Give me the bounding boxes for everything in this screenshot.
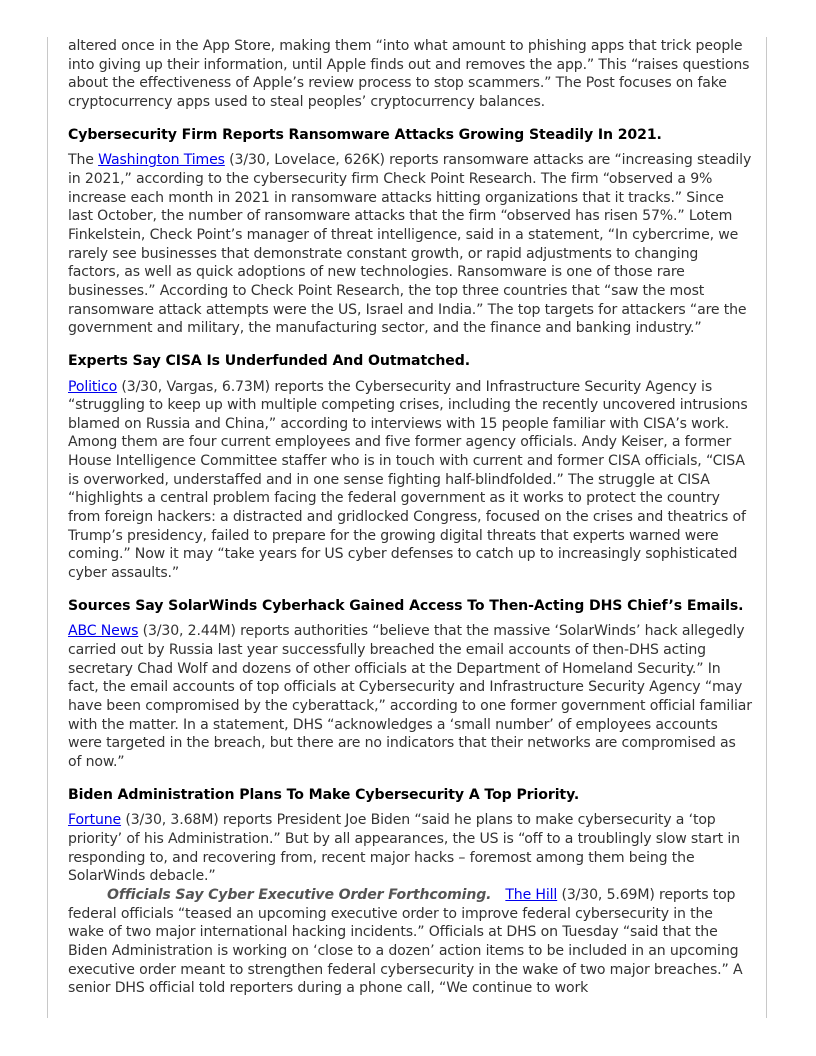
article-headline: Experts Say CISA Is Underfunded And Outmatched.: [68, 352, 470, 369]
article-text: (3/30, Vargas, 6.73M) reports the Cybersecurity and Infrastructure Security Agency is “struggling to keep up with multiple competing crises, including the recently uncovered intrusions blamed on Russia and China,” according to interviews with 15 people familiar with CISA’s work. Among them are four current employees and five former agency officials. Andy Keiser, a former House Intelligence Committee staffer who is in touch with current and former CISA officials, “CISA is overworked, understaffed and in one sense fighting half-blindfolded.” The struggle at CISA “highlights a central problem facing the federal government as it works to protect the country from foreign hackers: a distracted and gridlocked Congress, focused on the crises and theatrics of Trump’s presidency, failed to prepare for the growing digital threats that experts warned were coming.” Now it may “take years for US cyber defenses to catch up to increasingly sophisticated cyber assaults.”: [68, 378, 748, 582]
article-cisa: [68, 352, 752, 583]
source-link-the-hill[interactable]: The Hill: [505, 886, 558, 903]
article-biden-priority: [68, 786, 752, 998]
source-link-abc-news[interactable]: ABC News: [68, 623, 139, 640]
article-headline: Sources Say SolarWinds Cyberhack Gained Access To Then-Acting DHS Chief’s Emails.: [68, 597, 744, 614]
article-text: (3/30, 5.69M) reports top federal officials “teased an upcoming executive order to improve federal cybersecurity in the wake of two major international hacking incidents.” Officials at DHS on Tuesday “said that the Biden Administration is working on ‘close to a dozen’ action items to be included in an upcoming executive order meant to strengthen federal cybersecurity in the wake of two major breaches.” A senior DHS official told reporters during a phone call, “We continue to work: [68, 886, 743, 997]
sub-article-executive-order: [68, 886, 752, 998]
source-link-washington-times[interactable]: Washington Times: [98, 152, 225, 169]
article-ransomware: [68, 126, 752, 338]
article-body: [68, 622, 752, 771]
source-link-politico[interactable]: Politico: [68, 378, 118, 395]
article-body: [68, 811, 752, 886]
article-prefix: The: [68, 152, 99, 169]
sub-article-headline: Officials Say Cyber Executive Order Forthcoming.: [107, 886, 492, 903]
article-solarwinds: [68, 597, 752, 772]
article-text: (3/30, 2.44M) reports authorities “believe that the massive ‘SolarWinds’ hack allegedly carried out by Russia last year successfully breached the email accounts of then-DHS acting secretary Chad Wolf and dozens of other officials at the Department of Homeland Security.” In fact, the email accounts of top officials at Cybersecurity and Infrastructure Security Agency “may have been compromised by the cyberattack,” according to one former government official familiar with the matter. In a statement, DHS “acknowledges a ‘small number’ of employees accounts were targeted in the breach, but there are no indicators that their networks are compromised as of now.”: [68, 623, 752, 770]
article-body: [68, 151, 752, 338]
article-text: (3/30, Lovelace, 626K) reports ransomware attacks are “increasing steadily in 2021,” according to the cybersecurity firm Check Point Research. The firm “observed a 9% increase each month in 2021 in ransomware attacks hitting organizations that it tracks.” Since last October, the number of ransomware attacks that the firm “observed has risen 57%.” Lotem Finkelstein, Check Point’s manager of threat intelligence, said in a statement, “In cybercrime, we rarely see businesses that demonstrate constant growth, or rapid adjustments to changing factors, as well as quick adoptions of new technologies. Ransomware is one of those rare businesses.” According to Check Point Research, the top three countries that “saw the most ransomware attack attempts were the US, Israel and India.” The top targets for attackers “are the government and military, the manufacturing sector, and the finance and banking industry.”: [68, 152, 752, 337]
newsletter-content: [68, 37, 752, 1012]
article-text: (3/30, 3.68M) reports President Joe Biden “said he plans to make cybersecurity a ‘top priority’ of his Administration.” But by all appearances, the US is “off to a troublingly slow start in responding to, and recovering from, recent major hacks – foremost among them being the SolarWinds debacle.”: [68, 812, 740, 885]
article-headline: Cybersecurity Firm Reports Ransomware Attacks Growing Steadily In 2021.: [68, 126, 662, 143]
lead-paragraph: altered once in the App Store, making them “into what amount to phishing apps that trick people into giving up their information, until Apple finds out and removes the app.” This “raises questions about the effectiveness of Apple’s review process to stop scammers.” The Post focuses on fake cryptocurrency apps used to steal peoples’ cryptocurrency balances.: [68, 38, 750, 110]
source-link-fortune[interactable]: Fortune: [68, 812, 122, 829]
article-body: [68, 378, 752, 583]
article-headline: Biden Administration Plans To Make Cybersecurity A Top Priority.: [68, 786, 580, 803]
